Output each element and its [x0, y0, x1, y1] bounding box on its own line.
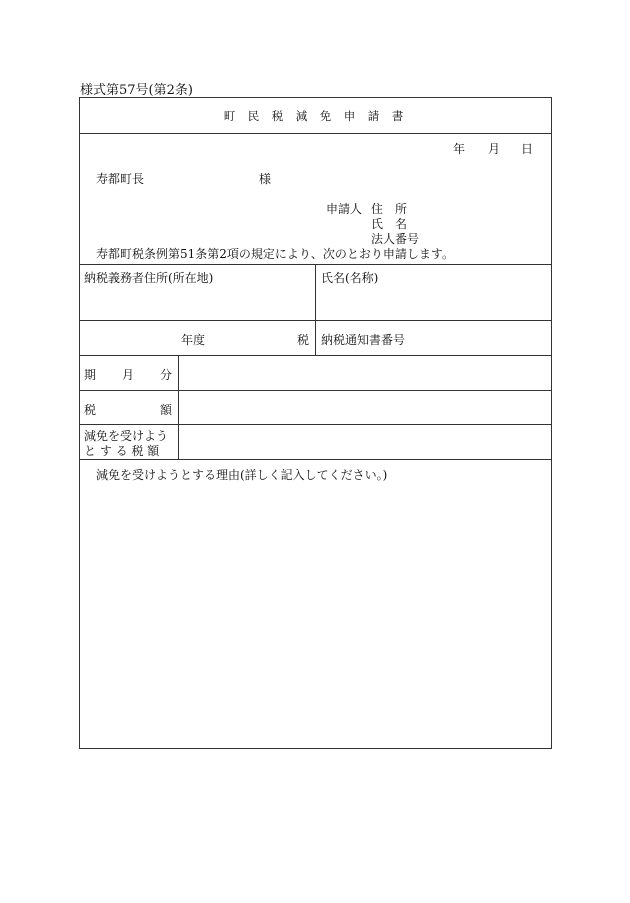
form-title — [79, 108, 550, 124]
notice-number-label: 納税通知書番号 — [321, 333, 406, 347]
addressee-honorific: 様 — [259, 172, 272, 186]
title-char: 減 — [295, 109, 310, 123]
date-month-label: 月 — [488, 142, 501, 156]
period-label-ki: 期 — [84, 368, 97, 382]
applicant-address-label: 住 所 — [371, 202, 408, 216]
amount-row-divider — [79, 424, 551, 425]
applicant-name-label: 氏 名 — [371, 217, 408, 231]
title-char: 申 — [343, 109, 358, 123]
label-column-divider — [178, 355, 179, 459]
reduction-row-divider — [79, 459, 551, 460]
taxpayer-address-label: 納税義務者住所(所在地) — [84, 271, 214, 285]
reduction-amount-label-line1: 減免を受けよう — [84, 429, 169, 443]
date-day-label: 日 — [521, 142, 534, 156]
title-char: 町 — [223, 109, 238, 123]
date-year-label: 年 — [453, 142, 466, 156]
reduction-reason-label: 減免を受けようとする理由(詳しく記入してください。) — [96, 468, 388, 482]
reduction-amount-label-line2: と す る 税 額 — [84, 444, 160, 458]
name-column-divider — [315, 264, 316, 355]
amount-label-zei: 税 — [84, 403, 97, 417]
application-form — [79, 97, 552, 749]
applicant-corp-number-label: 法人番号 — [371, 232, 420, 246]
form-number-label: 様式第57号(第2条) — [80, 83, 193, 98]
title-char: 免 — [319, 109, 334, 123]
title-char: 請 — [367, 109, 382, 123]
fiscal-year-label: 年度 — [181, 333, 206, 347]
title-char: 書 — [391, 109, 406, 123]
tax-type-label: 税 — [297, 333, 310, 347]
application-statement: 寿都町税条例第51条第2項の規定により、次のとおり申請します。 — [96, 247, 454, 261]
applicant-label: 申請人 — [326, 202, 363, 216]
taxpayer-name-label: 氏名(名称) — [321, 271, 379, 285]
title-divider — [79, 133, 551, 134]
addressee-office: 寿都町長 — [96, 172, 145, 186]
amount-label-gaku: 額 — [160, 403, 173, 417]
period-label-tsuki: 月 — [122, 368, 135, 382]
title-char: 税 — [271, 109, 286, 123]
period-label-bun: 分 — [160, 368, 173, 382]
period-row-divider — [79, 390, 551, 391]
year-row-divider — [79, 355, 551, 356]
title-char: 民 — [247, 109, 262, 123]
